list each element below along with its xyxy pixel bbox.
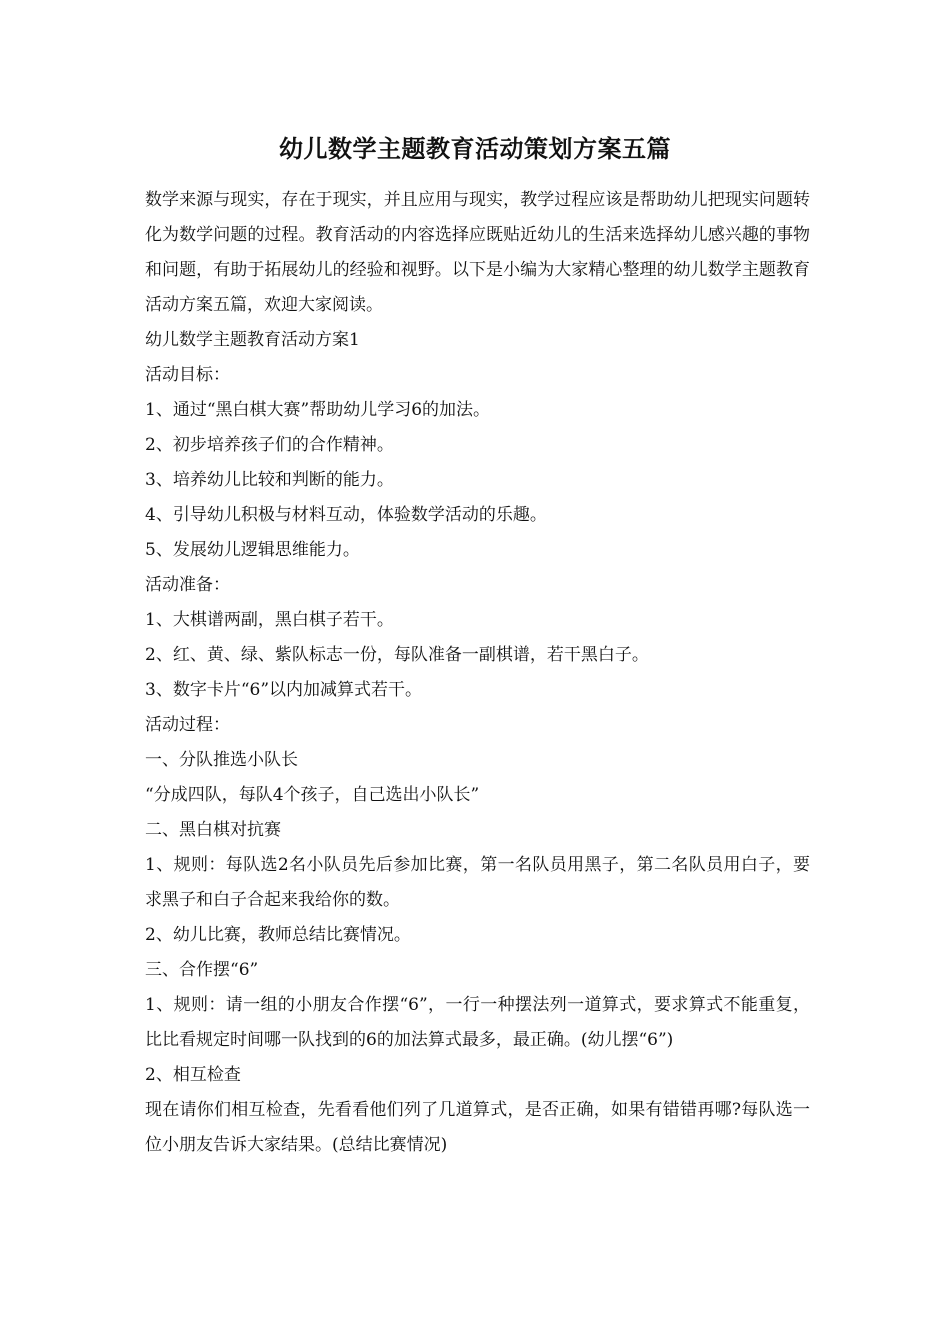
step-heading: 一、分队推选小队长 [145, 750, 298, 770]
goal-item: 1、通过“黑白棋大赛”帮助幼儿学习6的加法。 [145, 400, 491, 420]
document-body [145, 183, 810, 1163]
goal-item: 5、发展幼儿逻辑思维能力。 [145, 540, 360, 560]
step-rule: 1、规则：每队选2名小队员先后参加比赛，第一名队员用黑子，第二名队员用白子，要求黑子和白子合起来我给你的数。 [145, 855, 810, 910]
goals-heading: 活动目标： [145, 365, 230, 385]
document-title: 幼儿数学主题教育活动策划方案五篇 [279, 134, 671, 163]
prep-heading: 活动准备： [145, 575, 230, 595]
step-text: 现在请你们相互检查，先看看他们列了几道算式，是否正确，如果有错错再哪?每队选一位小朋友告诉大家结果。(总结比赛情况) [145, 1100, 810, 1155]
step-item: 2、相互检查 [145, 1065, 241, 1085]
plan-heading: 幼儿数学主题教育活动方案1 [145, 330, 360, 350]
goal-item: 2、初步培养孩子们的合作精神。 [145, 435, 394, 455]
prep-item: 1、大棋谱两副，黑白棋子若干。 [145, 610, 394, 630]
step-heading: 三、合作摆“6” [145, 960, 259, 980]
step-text: “分成四队，每队4个孩子，自己选出小队长” [145, 785, 480, 805]
intro-paragraph: 数学来源与现实，存在于现实，并且应用与现实，教学过程应该是帮助幼儿把现实问题转化为数学问题的过程。教育活动的内容选择应既贴近幼儿的生活来选择幼儿感兴趣的事物和问题，有助于拓展幼儿的经验和视野。以下是小编为大家精心整理的幼儿数学主题教育活动方案五篇，欢迎大家阅读。 [145, 190, 810, 315]
goal-item: 4、引导幼儿积极与材料互动，体验数学活动的乐趣。 [145, 505, 547, 525]
prep-item: 2、红、黄、绿、紫队标志一份，每队准备一副棋谱，若干黑白子。 [145, 645, 649, 665]
goal-item: 3、培养幼儿比较和判断的能力。 [145, 470, 394, 490]
process-heading: 活动过程： [145, 715, 230, 735]
step-rule: 1、规则：请一组的小朋友合作摆“6”，一行一种摆法列一道算式，要求算式不能重复，比比看规定时间哪一队找到的6的加法算式最多，最正确。(幼儿摆“6”) [145, 995, 810, 1050]
prep-item: 3、数字卡片“6”以内加减算式若干。 [145, 680, 423, 700]
step-heading: 二、黑白棋对抗赛 [145, 820, 281, 840]
step-item: 2、幼儿比赛，教师总结比赛情况。 [145, 925, 411, 945]
